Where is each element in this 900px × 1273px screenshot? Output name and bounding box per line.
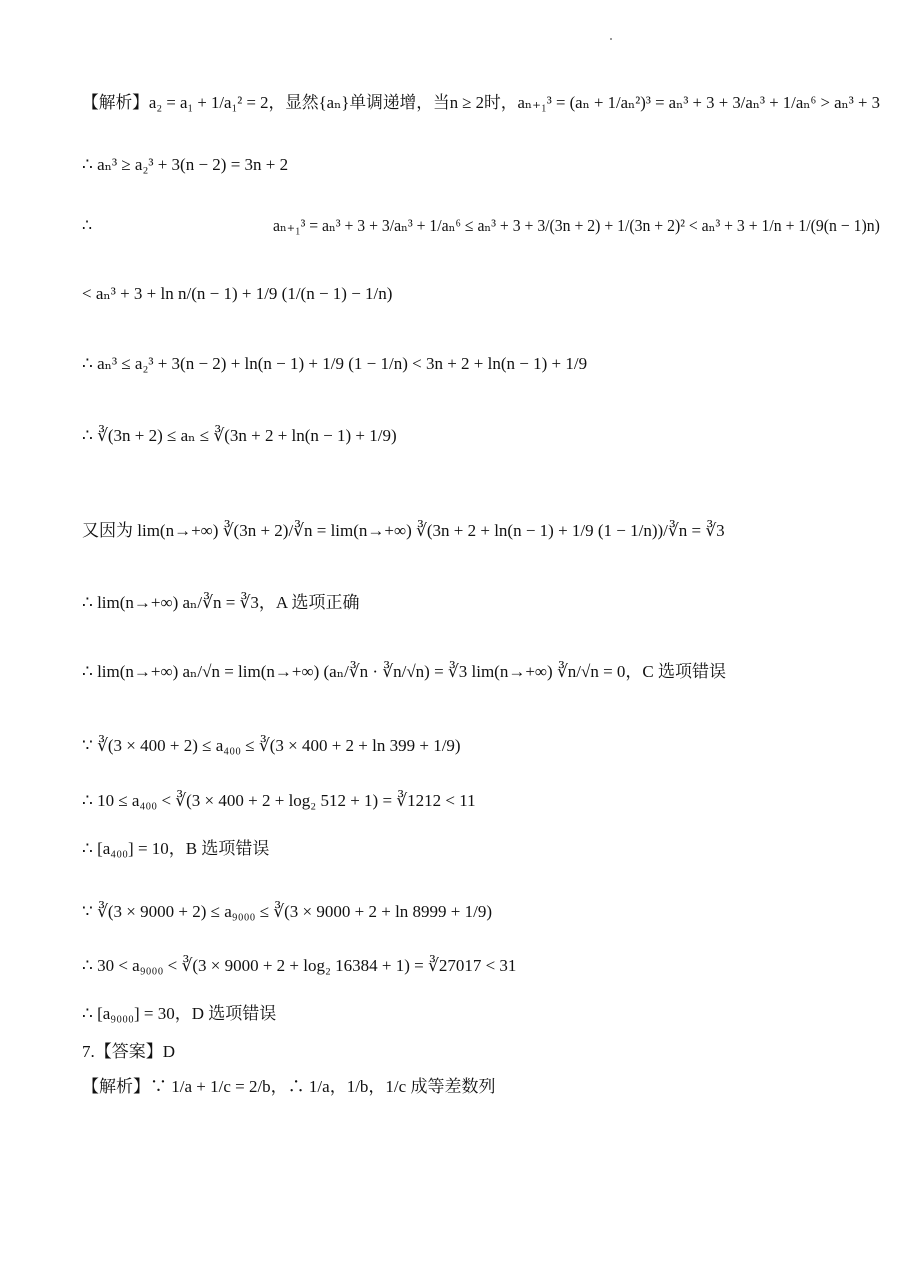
- solution-line-4: [82, 285, 392, 302]
- line-text: ∴ [a₄₀₀] = 10，B 选项错误: [82, 839, 270, 858]
- answer-heading: [82, 1043, 175, 1060]
- line-text: ∴ [a₉₀₀₀] = 30，D 选项错误: [82, 1004, 277, 1023]
- solution-line-1: [82, 94, 880, 111]
- solution-line-10: [82, 737, 461, 754]
- solution-line-5: [82, 355, 587, 372]
- solution-line-12: [82, 840, 269, 857]
- line-text: ∴ aₙ₊₁³ = aₙ³ + 3 + 3/aₙ³ + 1/aₙ⁶ ≤ aₙ³ + 3 + 3/(3n + 2) + 1/(3n + 2)² < aₙ³ + 3 + 1/n + 1/(9(n − 1)n): [82, 216, 880, 235]
- line-text: 又因为 lim(n→+∞) ∛(3n + 2)/∛n = lim(n→+∞) ∛(3n + 2 + ln(n − 1) + 1/9 (1 − 1/n))/∛n = ∛3: [82, 521, 725, 540]
- solution-line-2: [82, 156, 288, 173]
- line-text: ∴ lim(n→+∞) aₙ/∛n = ∛3，A 选项正确: [82, 593, 360, 612]
- line-text: ∴ ∛(3n + 2) ≤ aₙ ≤ ∛(3n + 2 + ln(n − 1) + 1/9): [82, 426, 397, 445]
- solution-line-8: [82, 594, 359, 611]
- solution-line-6: [82, 427, 397, 444]
- line-text: ∴ 30 < a₉₀₀₀ < ∛(3 × 9000 + 2 + log₂ 16384 + 1) = ∛27017 < 31: [82, 956, 517, 975]
- solution-line-15: [82, 1005, 276, 1022]
- line-text: ∵ ∛(3 × 9000 + 2) ≤ a₉₀₀₀ ≤ ∛(3 × 9000 + 2 + ln 8999 + 1/9): [82, 902, 493, 921]
- line-text: < aₙ³ + 3 + ln n/(n − 1) + 1/9 (1/(n − 1) − 1/n): [82, 284, 393, 303]
- line-text: 7.【答案】D: [82, 1042, 176, 1061]
- page-speck: [610, 38, 612, 40]
- line-text: ∴ lim(n→+∞) aₙ/√n = lim(n→+∞) (aₙ/∛n · ∛n/√n) = ∛3 lim(n→+∞) ∛n/√n = 0，C 选项错误: [82, 662, 727, 681]
- solution-line-13: [82, 903, 492, 920]
- solution-line-17: [82, 1078, 495, 1095]
- solution-line-3: [82, 217, 880, 234]
- line-text: ∴ aₙ³ ≤ a₂³ + 3(n − 2) + ln(n − 1) + 1/9 (1 − 1/n) < 3n + 2 + ln(n − 1) + 1/9: [82, 354, 588, 373]
- line-text: ∵ ∛(3 × 400 + 2) ≤ a₄₀₀ ≤ ∛(3 × 400 + 2 + ln 399 + 1/9): [82, 736, 461, 755]
- solution-line-7: [82, 522, 725, 539]
- line-text: ∴ 10 ≤ a₄₀₀ < ∛(3 × 400 + 2 + log₂ 512 + 1) = ∛1212 < 11: [82, 791, 476, 810]
- line-text: 【解析】∵ 1/a + 1/c = 2/b，∴ 1/a，1/b，1/c 成等差数列: [82, 1077, 496, 1096]
- solution-line-14: [82, 957, 516, 974]
- line-text: 【解析】a₂ = a₁ + 1/a₁² = 2，显然{aₙ}单调递增，当n ≥ 2时，aₙ₊₁³ = (aₙ + 1/aₙ²)³ = aₙ³ + 3 + 3/aₙ³ + 1/aₙ⁶ > aₙ³ + 3: [82, 93, 880, 112]
- solution-line-11: [82, 792, 476, 809]
- solution-line-9: [82, 663, 726, 680]
- line-text: ∴ aₙ³ ≥ a₂³ + 3(n − 2) = 3n + 2: [82, 155, 289, 174]
